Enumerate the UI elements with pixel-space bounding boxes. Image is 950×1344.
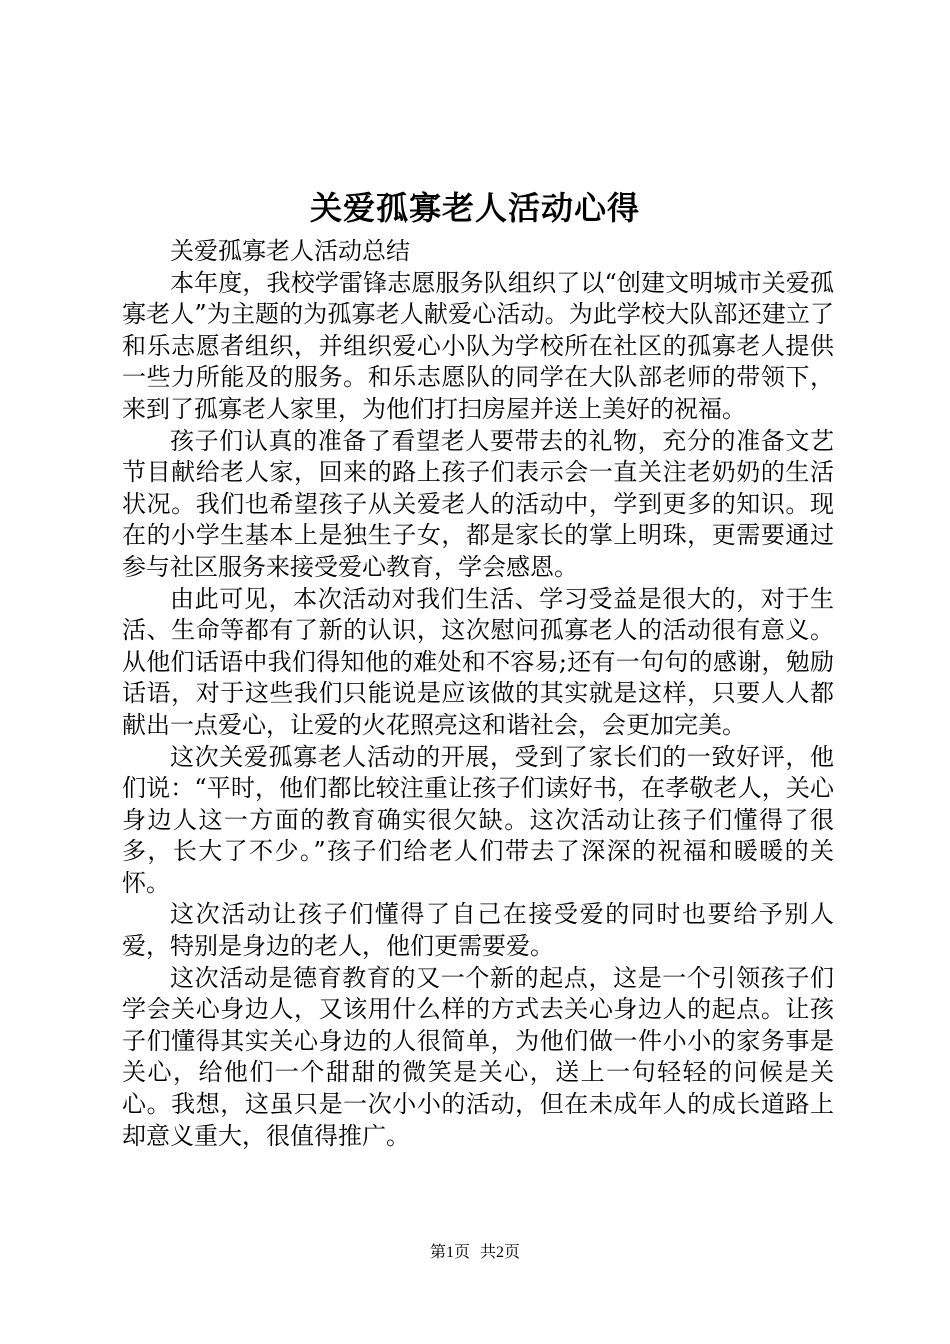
- document-body: [122, 236, 834, 1152]
- page-number: 第1页: [429, 1244, 470, 1261]
- paragraph: 本年度，我校学雷锋志愿服务队组织了以“创建文明城市关爱孤寡老人”为主题的为孤寡老人献爱心活动。为此学校大队部还建立了和乐志愿者组织，并组织爱心小队为学校所在社区的孤寡老人提供一些力所能及的服务。和乐志愿队的同学在大队部老师的带领下，来到了孤寡老人家里，为他们打扫房屋并送上美好的祝福。: [122, 268, 834, 423]
- paragraph: 这次活动是德育教育的又一个新的起点，这是一个引领孩子们学会关心身边人，又该用什么样的方式去关心身边人的起点。让孩子们懂得其实关心身边的人很简单，为他们做一件小小的家务事是关心，给他们一个甜甜的微笑是关心，送上一句轻轻的问候是关心。我想，这虽只是一次小小的活动，但在未成年人的成长道路上却意义重大，很值得推广。: [122, 963, 834, 1150]
- paragraph: 这次关爱孤寡老人活动的开展，受到了家长们的一致好评，他们说：“平时，他们都比较注重让孩子们读好书，在孝敬老人，关心身边人这一方面的教育确实很欠缺。这次活动让孩子们懂得了很多，长大了不少。”孩子们给老人们带去了深深的祝福和暖暖的关怀。: [122, 742, 834, 897]
- paragraph: 孩子们认真的准备了看望老人要带去的礼物，充分的准备文艺节目献给老人家，回来的路上孩子们表示会一直关注老奶奶的生活状况。我们也希望孩子从关爱老人的活动中，学到更多的知识。现在的小学生基本上是独生子女，都是家长的掌上明珠，更需要通过参与社区服务来接受爱心教育，学会感恩。: [122, 426, 834, 581]
- paragraph: 由此可见，本次活动对我们生活、学习受益是很大的，对于生活、生命等都有了新的认识，这次慰问孤寡老人的活动很有意义。从他们话语中我们得知他的难处和不容易;还有一句句的感谢，勉励话语，对于这些我们只能说是应该做的其实就是这样，只要人人都献出一点爱心，让爱的火花照亮这和谐社会，会更加完美。: [122, 584, 834, 739]
- document-title: 关爱孤寡老人活动心得: [309, 189, 640, 227]
- page-footer: [0, 1242, 950, 1264]
- paragraph: 这次活动让孩子们懂得了自己在接受爱的同时也要给予别人爱，特别是身边的老人，他们更需要爱。: [122, 900, 834, 961]
- total-pages: 共2页: [480, 1244, 521, 1261]
- paragraph-subtitle: 关爱孤寡老人活动总结: [170, 237, 410, 265]
